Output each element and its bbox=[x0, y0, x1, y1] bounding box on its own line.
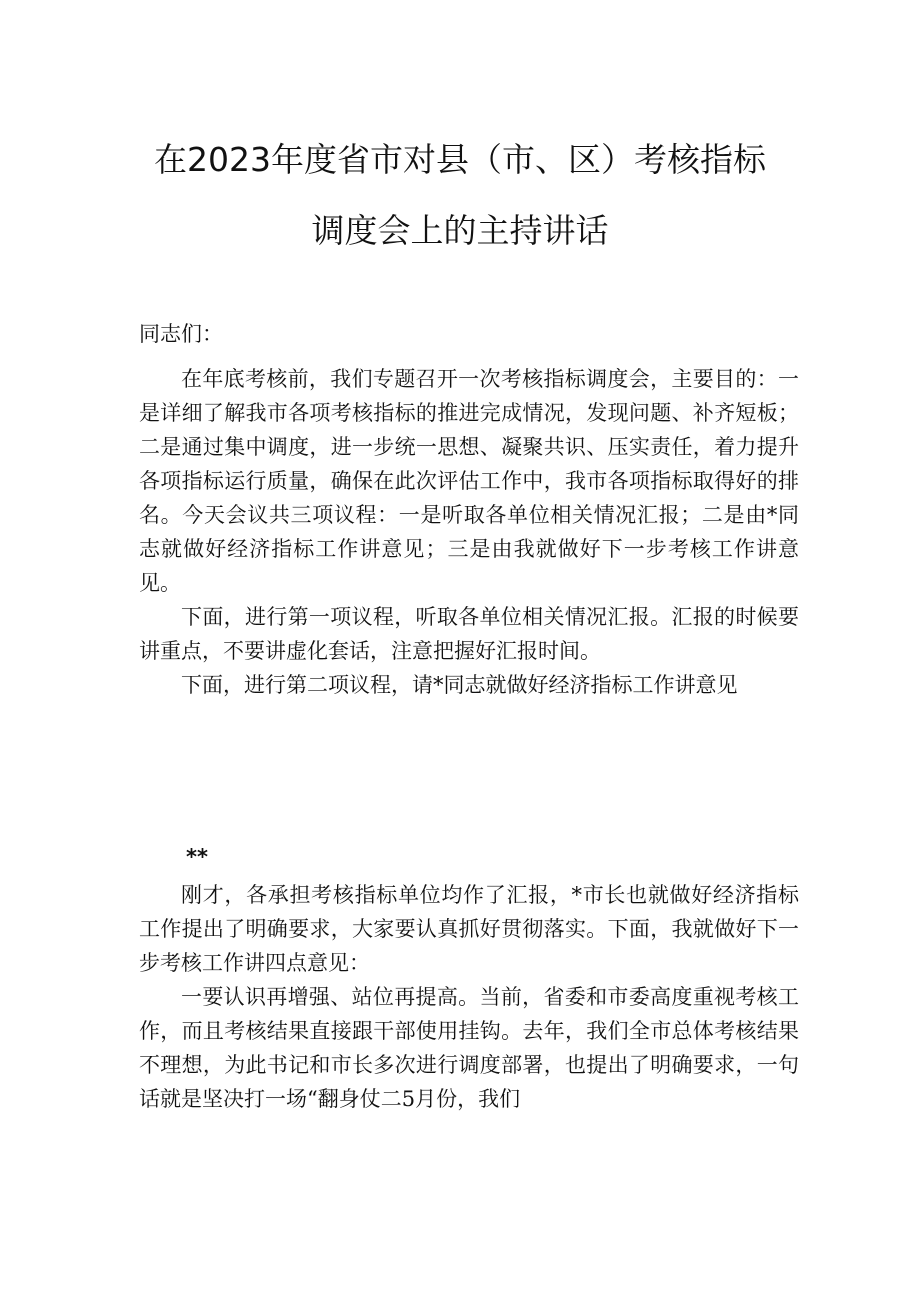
document-title-line-2: 调度会上的主持讲话 bbox=[311, 211, 609, 250]
document-title-line-1: 在2023年度省市对县（市、区）考核指标 bbox=[154, 140, 766, 179]
paragraph-opening: 在年底考核前，我们专题召开一次考核指标调度会，主要目的：一是详细了解我市各项考核指标的推进完成情况，发现问题、补齐短板；二是通过集中调度，进一步统一思想、凝聚共识、压实责任，着力提升各项指标运行质量，确保在此次评估工作中，我市各项指标取得好的排名。今天会议共三项议程：一是听取各单位相关情况汇报；二是由*同志就做好经济指标工作讲意见；三是由我就做好下一步考核工作讲意见。 bbox=[139, 367, 799, 595]
paragraph-agenda-1: 下面，进行第一项议程，听取各单位相关情况汇报。汇报的时候要讲重点，不要讲虚化套话，注意把握好汇报时间。 bbox=[139, 605, 799, 663]
body-section-b bbox=[139, 878, 799, 1116]
paragraph-point-1: 一要认识再增强、站位再提高。当前，省委和市委高度重视考核工作，而且考核结果直接跟干部使用挂钩。去年，我们全市总体考核结果不理想，为此书记和市长多次进行调度部署，也提出了明确要求，一句话就是坚决打一场“翻身仗二5月份，我们 bbox=[139, 985, 799, 1111]
speaker-marker: ** bbox=[186, 845, 208, 869]
paragraph-summary: 刚才，各承担考核指标单位均作了汇报，*市长也就做好经济指标工作提出了明确要求，大家要认真抓好贯彻落实。下面，我就做好下一步考核工作讲四点意见： bbox=[139, 883, 799, 975]
salutation: 同志们： bbox=[139, 322, 223, 346]
body-section-a bbox=[139, 362, 799, 702]
paragraph-agenda-2: 下面，进行第二项议程，请*同志就做好经济指标工作讲意见 bbox=[181, 673, 738, 697]
